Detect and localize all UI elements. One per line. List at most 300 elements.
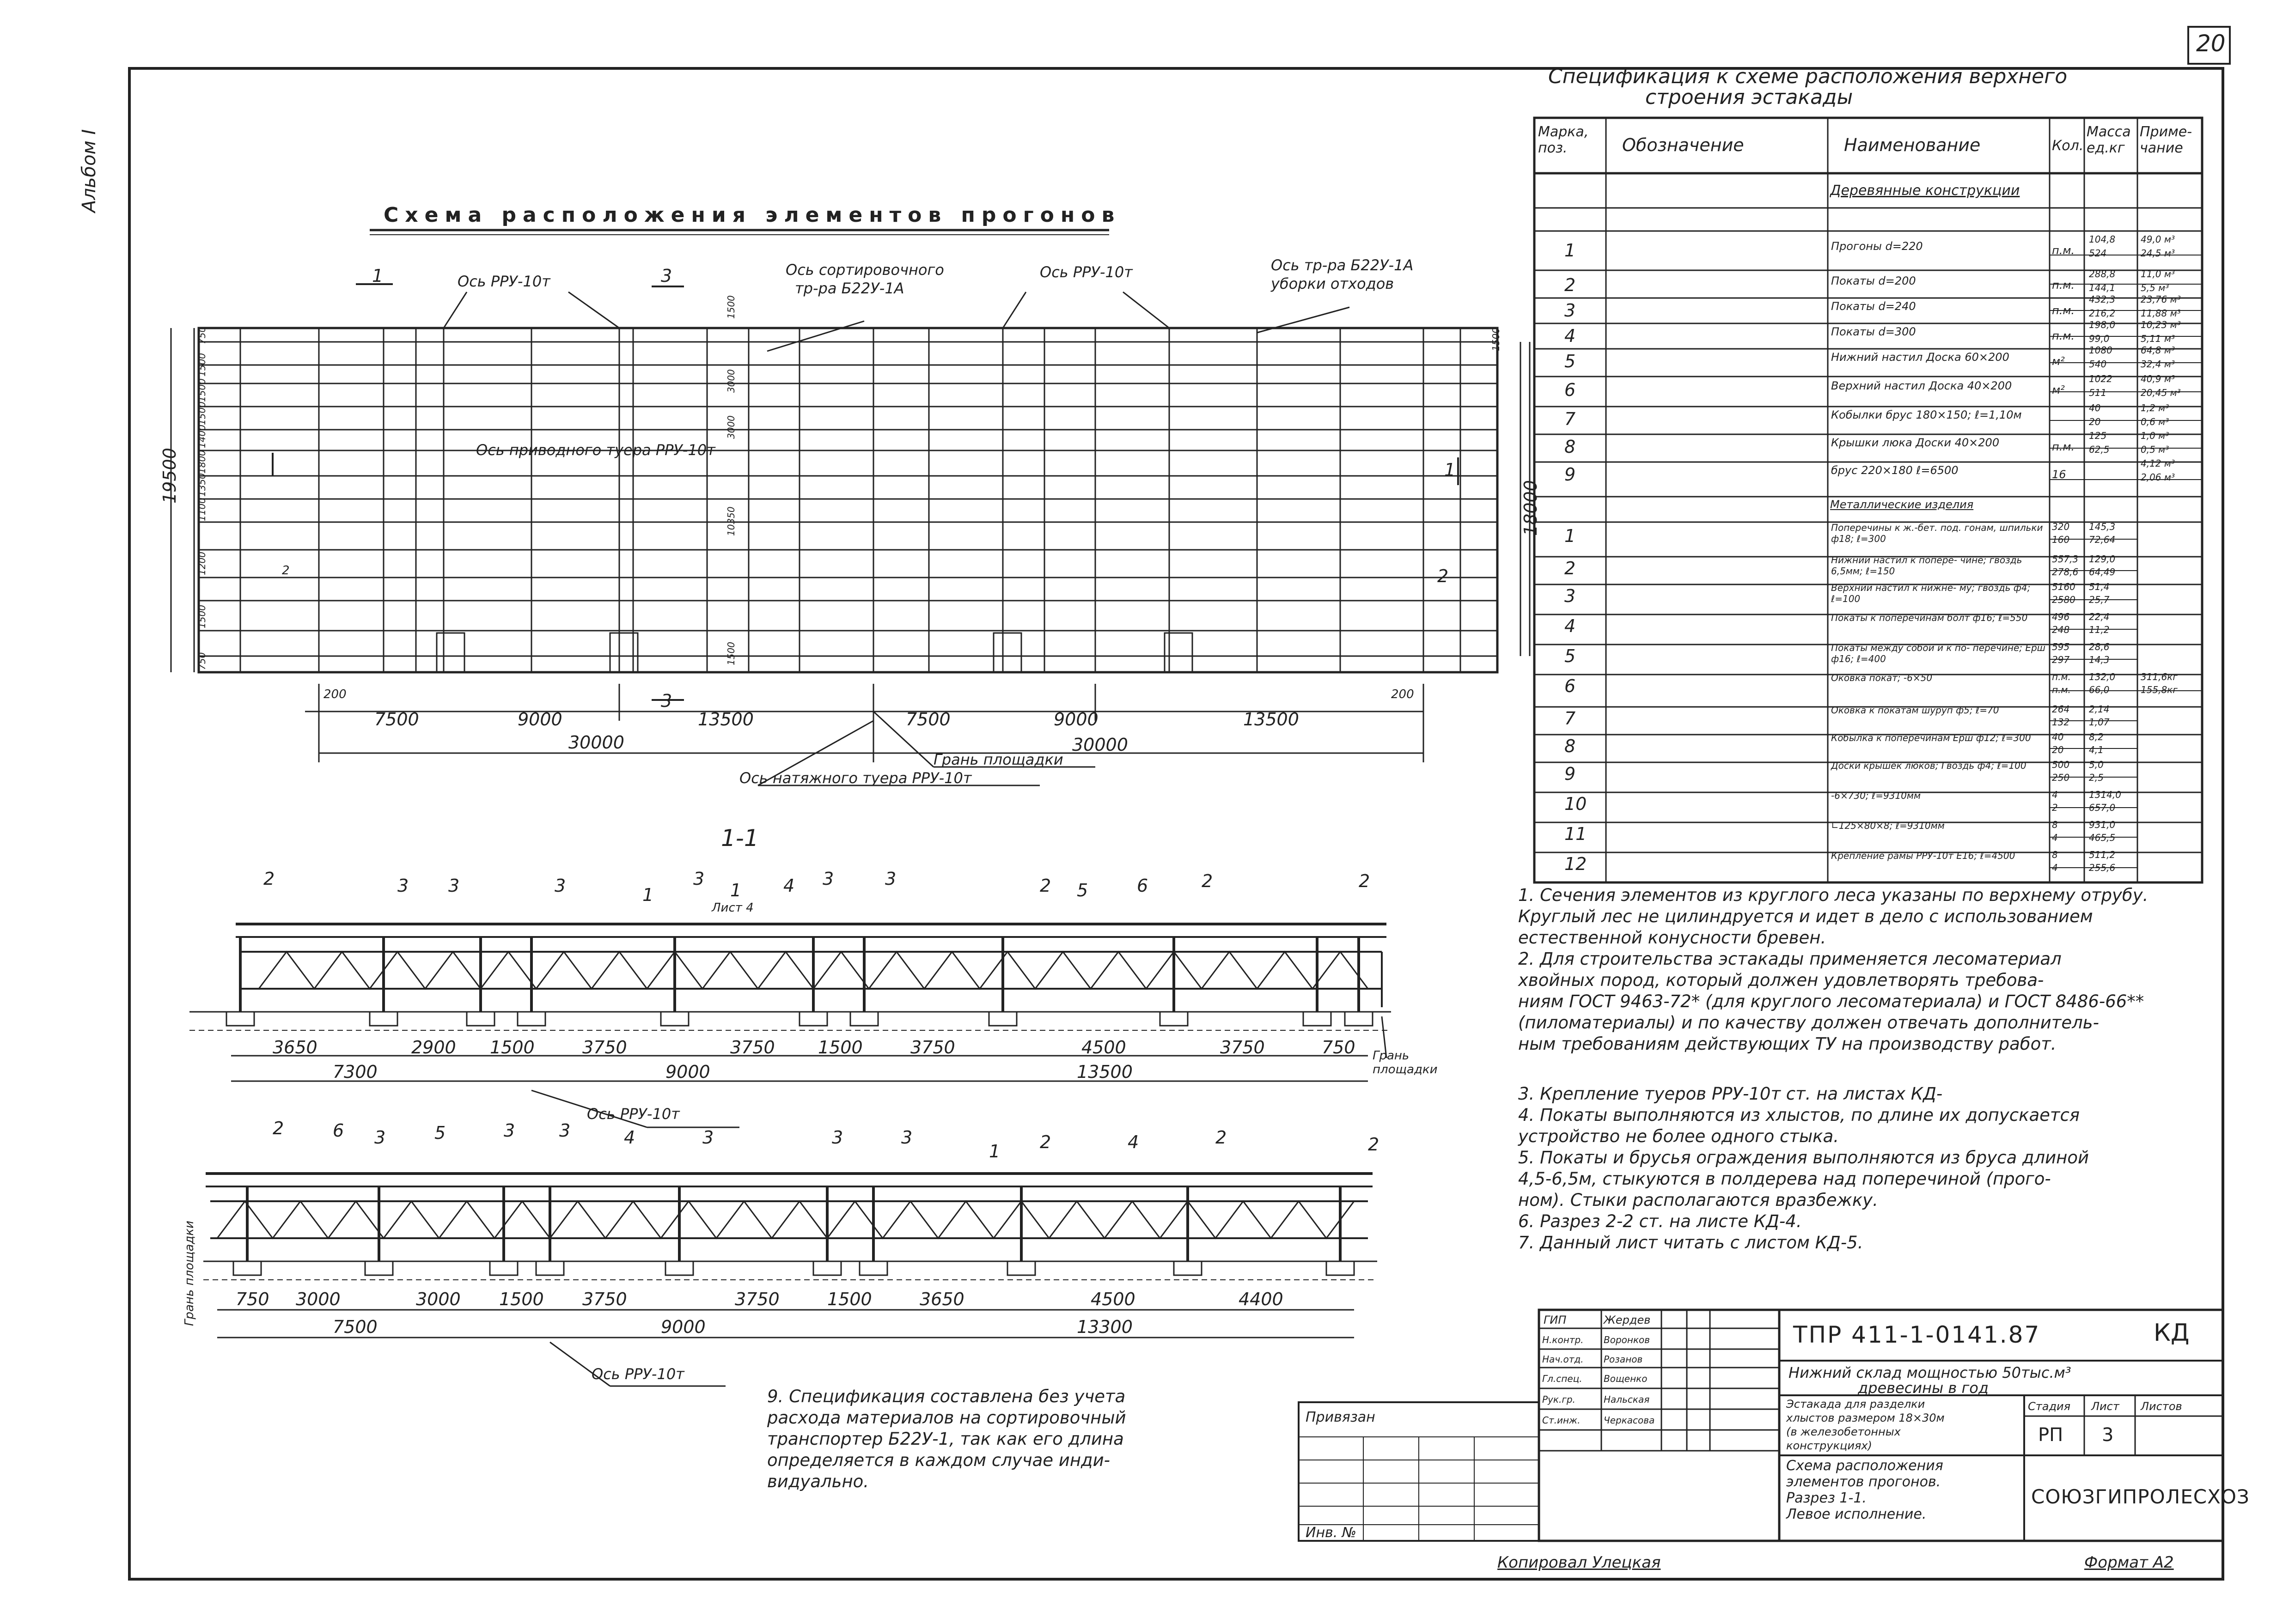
spec-pos: 1 [1564, 240, 1576, 261]
section-dim: 13500 [1077, 1062, 1133, 1082]
spec-title-2: строения эстакады [1645, 85, 1853, 109]
left-dim: 1800 [196, 450, 208, 474]
spec-mass: 25,7 [2089, 594, 2110, 605]
section-mark: 2 [1040, 876, 1051, 896]
tb-role: Н.контр. [1542, 1334, 1584, 1345]
section2-dim: 3750 [582, 1289, 627, 1309]
spec-mass: 540 [2089, 359, 2107, 370]
spec-mass: 40 [2089, 402, 2101, 414]
copied-by: Копировал Улецкая [1497, 1553, 1661, 1572]
spec-mass: 465,5 [2089, 832, 2116, 843]
right-dim: 1500 [1490, 328, 1502, 351]
section2-dim: 3750 [735, 1289, 780, 1309]
doc-code: ТПР 411-1-0141.87 [1793, 1321, 2041, 1348]
note-line: естественной конусности бревен. [1518, 928, 1826, 948]
callout-axis-sorting: Ось сортировочного [786, 261, 944, 279]
bottom-dim: 7500 [906, 709, 951, 730]
spec-mass: 288,8 [2089, 268, 2116, 280]
section2-mark: 1 [989, 1141, 1001, 1162]
spec-qty: 16 [2052, 468, 2066, 481]
spec-pos: 8 [1564, 437, 1576, 457]
spec-mass: 198,0 [2089, 319, 2116, 330]
spec-qty: 160 [2052, 534, 2070, 545]
callout-axis-rru-left: Ось РРУ-10т [458, 273, 550, 290]
desc-line: (в железобетонных [1786, 1425, 1901, 1438]
left-dim: 1400 [196, 425, 208, 448]
bottom-dim: 9000 [518, 709, 562, 730]
spec-mass: 14,3 [2089, 654, 2110, 665]
section-dim: 9000 [665, 1062, 710, 1082]
spec-qty: п.м. [2052, 329, 2075, 342]
section-mark: 2 [1359, 871, 1370, 891]
callout-axis-rru-right: Ось РРУ-10т [1040, 263, 1133, 281]
spec-pos: 9 [1564, 764, 1576, 784]
spec-qty: 320 [2052, 521, 2070, 532]
section2-mark: 3 [832, 1127, 843, 1148]
section-dim: 4500 [1081, 1037, 1126, 1058]
organization-name: СОЮЗГИПРОЛЕСХОЗ [2031, 1485, 2250, 1508]
spec-qty: п.м. [2052, 279, 2075, 292]
spec-note: 64,8 м³ [2141, 345, 2175, 356]
note-line: Круглый лес не цилиндруется и идет в дело с использованием [1518, 906, 2093, 926]
note-line: определяется в каждом случае инди- [767, 1450, 1110, 1470]
spec-note: 32,4 м³ [2141, 359, 2175, 370]
note-line: видуально. [767, 1472, 869, 1491]
spec-mass: 931,0 [2089, 819, 2116, 830]
spec-qty: 132 [2052, 717, 2070, 728]
spec-mass: 255,6 [2089, 862, 2116, 873]
total-dim: 30000 [1072, 735, 1128, 755]
total-dim: 30000 [568, 732, 624, 753]
left-dim: 1500 [196, 401, 208, 425]
spec-mass: 129,0 [2089, 553, 2116, 565]
spec-mass: 28,6 [2089, 641, 2110, 652]
spec-mass: 104,8 [2089, 234, 2116, 245]
section-mark: 1 [1444, 460, 1456, 480]
section2-mark: 4 [624, 1127, 635, 1148]
spec-qty: 2 [2052, 802, 2058, 813]
note-line: 6. Разрез 2-2 ст. на листе КД-4. [1518, 1211, 1802, 1231]
section-mark: 3 [693, 869, 705, 889]
callout-platform-edge: Грань площадки [934, 751, 1063, 768]
section2-mark: 2 [1215, 1127, 1227, 1148]
tb-role: Ст.инж. [1542, 1415, 1581, 1426]
spec-name: Оковка к покатам шуруп ф5; ℓ=70 [1831, 705, 1999, 716]
spec-name: Прогоны d=220 [1831, 240, 1923, 253]
callout-axis-drive: Ось приводного туера РРУ-10т [476, 441, 715, 459]
spec-mass: 4,1 [2089, 744, 2104, 755]
spec-name: Доски крышек люков; Гвоздь ф4; ℓ=100 [1831, 760, 2026, 771]
note-line: 4,5-6,5м, стыкуются в полдерева над поперечиной (прого- [1518, 1169, 2051, 1189]
section-dim: 1500 [490, 1037, 535, 1058]
sheet-title: Левое исполнение. [1786, 1506, 1927, 1522]
spec-mass: 1,07 [2089, 717, 2110, 728]
spec-note: 311,6кг [2141, 671, 2178, 682]
left-dim: 1200 [196, 552, 208, 575]
spec-note: 11,88 м³ [2141, 308, 2181, 319]
sheet-value: 3 [2102, 1424, 2114, 1446]
section2-dim: 7500 [333, 1317, 378, 1337]
spec-mass: 524 [2089, 248, 2107, 259]
spec-note: 155,8кг [2141, 684, 2178, 695]
spec-qty: 4 [2052, 862, 2058, 873]
section2-dim: 4500 [1091, 1289, 1135, 1309]
plan-title: Схема расположения элементов прогонов [384, 203, 1121, 227]
spec-qty: 264 [2052, 704, 2070, 715]
note-line: ным требованиям действующих ТУ на производству работ. [1518, 1034, 2057, 1054]
spec-mass: 216,2 [2089, 308, 2116, 319]
spec-pos: 7 [1564, 708, 1576, 729]
section-mark: 2 [1437, 566, 1449, 586]
sheet-header: Лист [2091, 1400, 2119, 1413]
stage-value: РП [2038, 1424, 2063, 1446]
tb-name: Жердев [1604, 1314, 1651, 1326]
section-dim: 3650 [273, 1037, 317, 1058]
spec-qty: м² [2052, 383, 2065, 396]
section-mark: 4 [783, 876, 795, 896]
sheet-title: Схема расположения [1786, 1458, 1943, 1474]
spec-qty: 2580 [2052, 594, 2075, 605]
spec-group-wood: Деревянные конструкции [1830, 182, 2020, 199]
section2-mark: 3 [901, 1127, 913, 1148]
tb-name: Розанов [1604, 1354, 1643, 1365]
section2-dim: 1500 [499, 1289, 544, 1309]
inv-label: Инв. № [1306, 1525, 1357, 1541]
spec-qty: 557,3 [2052, 553, 2079, 565]
note-line: расхода материалов на сортировочный [767, 1408, 1126, 1428]
spec-pos: 5 [1564, 646, 1576, 666]
section-mark: 3 [823, 869, 834, 889]
spec-mass: 125 [2089, 430, 2107, 441]
spec-name: Верхний настил к нижне- му; гвоздь ф4; ℓ=100 [1831, 582, 2031, 604]
spec-pos: 2 [1564, 558, 1576, 578]
callout-axis-tension: Ось натяжного туера РРУ-10т [739, 769, 972, 787]
spec-mass: 511 [2089, 387, 2107, 398]
overall-dim-right: 18000 [1520, 480, 1541, 536]
doc-series: КД [2154, 1319, 2190, 1347]
spec-note: 23,76 м³ [2141, 294, 2181, 305]
spec-pos: 10 [1564, 794, 1587, 814]
desc-line: конструкциях) [1786, 1439, 1872, 1452]
section-mark: 1 [372, 266, 384, 286]
left-dim: 1500 [196, 605, 208, 628]
spec-qty: 8 [2052, 849, 2058, 860]
section-2-drawing [203, 1174, 1377, 1386]
note-line: 4. Покаты выполняются из хлыстов, по длине их допускается [1518, 1105, 2080, 1125]
spec-name: Кобылка к поперечинам Ерш ф12; ℓ=300 [1831, 732, 2031, 743]
section-mark: 3 [397, 876, 409, 896]
note-line: транспортер Б22У-1, так как его длина [767, 1429, 1124, 1449]
spec-pos: 9 [1564, 464, 1576, 485]
note-line: ном). Стыки располагаются вразбежку. [1518, 1190, 1878, 1210]
spec-qty: 500 [2052, 759, 2070, 770]
bottom-dim: 7500 [374, 709, 419, 730]
section-mark: 1 [642, 885, 654, 905]
spec-name: Верхний настил Доска 40×200 [1831, 379, 2012, 392]
spec-name: Покаты d=200 [1831, 274, 1916, 287]
section2-mark: 3 [702, 1127, 714, 1148]
section-mark: 5 [1077, 880, 1088, 900]
spec-mass: 5,0 [2089, 759, 2104, 770]
tb-role: Нач.отд. [1542, 1354, 1584, 1365]
bottom-dim: 13500 [1243, 709, 1299, 730]
section2-mark: 4 [1128, 1132, 1139, 1152]
bottom-dim: 9000 [1054, 709, 1099, 730]
section-mark: 2 [1202, 871, 1213, 891]
section2-mark: 2 [1040, 1132, 1051, 1152]
spec-pos: 6 [1564, 380, 1576, 400]
spec-qty: 248 [2052, 624, 2070, 635]
spec-pos: 8 [1564, 736, 1576, 756]
callout-axis-waste: Ось тр-ра Б22У-1А [1271, 256, 1414, 274]
section-mark: 3 [448, 876, 460, 896]
section-leader: Лист 4 [712, 901, 754, 915]
left-dim: 750 [196, 326, 208, 344]
object-line: древесины в год [1858, 1379, 1989, 1397]
section-dim: 750 [1322, 1037, 1355, 1058]
notes-block [1518, 885, 2148, 1253]
spec-mass: 62,5 [2089, 444, 2110, 455]
spec-pos: 4 [1564, 616, 1576, 636]
spec-mass: 72,64 [2089, 534, 2116, 545]
section-dim: 1500 [818, 1037, 863, 1058]
sheet-title: элементов прогонов. [1786, 1474, 1941, 1490]
right-dim: 10350 [726, 506, 737, 536]
left-dim: 1500 [196, 378, 208, 402]
spec-qty: 496 [2052, 611, 2070, 622]
spec-pos: 11 [1564, 824, 1587, 844]
spec-name: Покаты d=300 [1831, 325, 1916, 338]
spec-note: 24,5 м³ [2141, 248, 2175, 259]
spec-qty: п.м. [2052, 244, 2075, 257]
spec-qty: п.м. [2052, 304, 2075, 317]
tb-name: Вощенко [1604, 1373, 1648, 1384]
note-line: устройство не более одного стыка. [1518, 1126, 1839, 1146]
tb-role: Гл.спец. [1542, 1373, 1582, 1384]
spec-qty: м² [2052, 355, 2065, 368]
spec-qty: п.м. [2052, 684, 2071, 695]
spec-note: 5,5 м³ [2141, 282, 2169, 293]
spec-name: Нижний настил Доска 60×200 [1831, 351, 2009, 364]
note-line: 2. Для строительства эстакады применяется лесоматериал [1518, 949, 2062, 969]
spec-qty: 40 [2052, 731, 2064, 742]
spec-name: -6×730; ℓ=9310мм [1831, 790, 1921, 801]
spec-qty: 278,6 [2052, 566, 2079, 578]
section-mark: 3 [661, 266, 672, 286]
album-label: Альбом I [79, 129, 100, 213]
right-dim: 1500 [726, 642, 737, 665]
note9-block [767, 1386, 1126, 1492]
spec-note: 1,0 м³ [2141, 430, 2169, 441]
spec-group-metal: Металлические изделия [1830, 498, 1974, 511]
sheet-title: Разрез 1-1. [1786, 1490, 1867, 1506]
spec-header-mark: Марка, поз. [1538, 124, 1589, 156]
spec-note: 49,0 м³ [2141, 234, 2175, 245]
spec-pos: 4 [1564, 326, 1576, 346]
section2-dim: 1500 [827, 1289, 872, 1309]
spec-mass: 657,0 [2089, 802, 2116, 813]
binding-label: Привязан [1306, 1409, 1375, 1425]
spec-mass: 511,2 [2089, 849, 2116, 860]
spec-name: Покаты к поперечинам болт ф16; ℓ=550 [1831, 612, 2028, 623]
spec-name: Покаты между собой и к по- перечине; Ерш ф16; ℓ=400 [1831, 642, 2045, 664]
section-dim: 2900 [411, 1037, 456, 1058]
spec-pos: 12 [1564, 854, 1587, 874]
spec-mass: 1314,0 [2089, 789, 2121, 800]
section2-dim: 3000 [416, 1289, 461, 1309]
section2-dim: 3650 [920, 1289, 964, 1309]
spec-mass: 11,2 [2089, 624, 2110, 635]
spec-header-designation: Обозначение [1622, 135, 1744, 155]
section-mark: 1 [730, 880, 742, 900]
spec-header-qty: Кол. [2052, 138, 2084, 154]
tb-name: Черкасова [1604, 1415, 1655, 1426]
spec-mass: 66,0 [2089, 684, 2110, 695]
section-dim: 3750 [910, 1037, 955, 1058]
note-line: 9. Спецификация составлена без учета [767, 1387, 1126, 1406]
spec-name: брус 220×180 ℓ=6500 [1831, 464, 1959, 477]
note-line: хвойных пород, который должен удовлетворять требова- [1518, 970, 2044, 990]
section2-dim: 4400 [1239, 1289, 1283, 1309]
paper-format: Формат А2 [2084, 1553, 2174, 1572]
section-mark: 3 [661, 691, 672, 711]
section-mark: 6 [1137, 876, 1148, 896]
callout-axis-sorting-2: тр-ра Б22У-1А [795, 280, 904, 297]
spec-mass: 2,5 [2089, 772, 2104, 783]
spec-header-name: Наименование [1844, 135, 1981, 155]
spec-qty: 250 [2052, 772, 2070, 783]
bottom-dim: 13500 [698, 709, 754, 730]
section2-mark: 5 [434, 1123, 446, 1143]
left-dim: 1100 [196, 498, 208, 521]
spec-mass: 64,49 [2089, 566, 2116, 578]
spec-header-note: Приме- чание [2140, 124, 2192, 156]
section-label: 1-1 [721, 825, 759, 852]
spec-mass: 145,3 [2089, 521, 2116, 532]
page-number: 20 [2196, 30, 2226, 57]
tb-name: Нальская [1604, 1394, 1650, 1405]
left-dim: 750 [196, 652, 208, 670]
left-dim: 1500 [196, 353, 208, 377]
section2-mark: 3 [504, 1120, 515, 1141]
spec-mass: 20 [2089, 416, 2101, 427]
section2-mark: 3 [559, 1120, 571, 1141]
overall-dim-left: 19500 [159, 448, 180, 504]
left-dim: 1350 [196, 473, 208, 497]
spec-title: Спецификация к схеме расположения верхнего [1548, 65, 2068, 88]
spec-header-mass: Масса ед.кг [2087, 124, 2131, 156]
spec-name: Поперечины к ж.-бет. под. гонам, шпильки ф18; ℓ=300 [1831, 522, 2043, 544]
spec-note: 4,12 м³ [2141, 458, 2175, 469]
spec-name: Покаты d=240 [1831, 300, 1916, 313]
right-dim: 3000 [726, 415, 737, 439]
spec-qty: 4 [2052, 832, 2058, 843]
spec-mass: 1022 [2089, 373, 2112, 384]
spec-pos: 2 [1564, 275, 1576, 295]
spec-pos: 3 [1564, 586, 1576, 606]
spec-mass: 132,0 [2089, 671, 2116, 682]
spec-mass: 8,2 [2089, 731, 2104, 742]
spec-pos: 7 [1564, 409, 1576, 429]
section-dim: 3750 [730, 1037, 775, 1058]
section2-dim: 3000 [296, 1289, 341, 1309]
spec-name: Оковка покат; -6×50 [1831, 672, 1933, 683]
spec-pos: 1 [1564, 526, 1576, 546]
spec-note: 1,2 м³ [2141, 402, 2169, 414]
spec-pos: 5 [1564, 351, 1576, 371]
section-mark: 3 [555, 876, 566, 896]
section-dim: 3750 [1220, 1037, 1265, 1058]
spec-name: Нижний настил к попере- чине; гвоздь 6,5мм; ℓ=150 [1831, 554, 2022, 577]
spec-pos: 3 [1564, 300, 1576, 321]
section-mark: 3 [885, 869, 897, 889]
spec-note: 40,9 м³ [2141, 373, 2175, 384]
note-line: 5. Покаты и брусья ограждения выполняются из бруса длиной [1518, 1148, 2089, 1168]
note-line: (пиломатериалы) и по качеству должен отвечать дополнитель- [1518, 1013, 2099, 1033]
spec-qty: 5160 [2052, 581, 2075, 592]
section-1-1-drawing [189, 924, 1391, 1127]
spec-note: 5,11 м³ [2141, 333, 2175, 344]
plan-drawing [171, 230, 1530, 785]
spec-note: 20,45 м³ [2141, 387, 2181, 398]
section2-dim: 13300 [1077, 1317, 1133, 1337]
desc-line: Эстакада для разделки [1786, 1398, 1925, 1411]
section2-axis: Ось РРУ-10т [592, 1365, 684, 1383]
spec-name: Кобылки брус 180×150; ℓ=1,10м [1831, 408, 2022, 421]
spec-mass: 144,1 [2089, 282, 2116, 293]
section2-platform-edge: Грань площадки [183, 1220, 196, 1326]
bottom-dim: 200 [323, 687, 347, 701]
tb-name: Воронков [1604, 1334, 1650, 1345]
tb-role: Рук.гр. [1542, 1394, 1575, 1405]
section2-mark: 3 [374, 1127, 386, 1148]
desc-line: хлыстов размером 18×30м [1786, 1411, 1945, 1424]
spec-mass: 2,14 [2089, 704, 2110, 715]
spec-qty: 595 [2052, 641, 2070, 652]
spec-name: Крышки люка Доски 40×200 [1831, 436, 2000, 449]
spec-note: 0,5 м³ [2141, 444, 2169, 455]
note-line: 3. Крепление туеров РРУ-10т ст. на листах КД- [1518, 1084, 1943, 1104]
spec-name: ∟125×80×8; ℓ=9310мм [1831, 820, 1945, 831]
section-axis: Ось РРУ-10т [587, 1105, 680, 1123]
right-dim: 1500 [726, 295, 737, 319]
spec-mass: 1080 [2089, 345, 2112, 356]
section2-mark: 2 [273, 1118, 284, 1138]
bottom-dim: 200 [1391, 687, 1414, 701]
section-platform-edge: Грань площадки [1373, 1049, 1438, 1077]
note-line: 7. Данный лист читать с листом КД-5. [1518, 1233, 1863, 1253]
note-line: ниям ГОСТ 9463-72* (для круглого лесоматериала) и ГОСТ 8486-66** [1518, 991, 2144, 1011]
spec-mass: 51,4 [2089, 581, 2110, 592]
section-mark: 2 [263, 869, 275, 889]
section2-dim: 9000 [661, 1317, 706, 1337]
spec-note: 11,0 м³ [2141, 268, 2175, 280]
spec-note: 0,6 м³ [2141, 416, 2169, 427]
spec-qty: 297 [2052, 654, 2070, 665]
spec-qty: 4 [2052, 789, 2058, 800]
object-line: Нижний склад мощностью 50тыс.м³ [1788, 1364, 2071, 1381]
spec-qty: 8 [2052, 819, 2058, 830]
spec-note: 2,06 м³ [2141, 472, 2175, 483]
spec-qty: п.м. [2052, 440, 2075, 453]
spec-name: Крепление рамы РРУ-10т Е16; ℓ=4500 [1831, 850, 2015, 861]
note-line: 1. Сечения элементов из круглого леса указаны по верхнему отрубу. [1518, 885, 2149, 905]
spec-note: 10,23 м³ [2141, 319, 2181, 330]
spec-mass: 432,3 [2089, 294, 2116, 305]
right-dim: 3000 [726, 369, 737, 393]
stage-header: Стадия [2028, 1400, 2071, 1413]
section2-mark: 2 [1368, 1134, 1379, 1155]
